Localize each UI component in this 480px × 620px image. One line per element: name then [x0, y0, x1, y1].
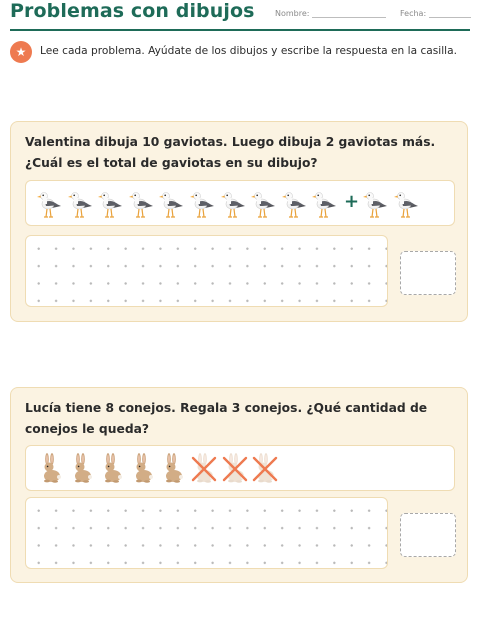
instruction-text: Lee cada problema. Ayúdate de los dibujos y escribe la respuesta en la casilla.	[40, 45, 457, 57]
seagull-icon	[393, 187, 419, 219]
date-field[interactable]	[400, 8, 471, 18]
rabbit-icon	[99, 452, 125, 484]
plus-sign: +	[344, 191, 360, 212]
name-field[interactable]	[275, 8, 386, 18]
instruction-row	[10, 41, 470, 63]
seagull-icon	[36, 187, 62, 219]
seagull-icon	[189, 187, 215, 219]
seagull-picture-row	[25, 180, 455, 226]
rabbit-icon	[38, 452, 64, 484]
crossed-out-rabbit-icon	[222, 452, 248, 484]
rabbit-picture-row	[25, 445, 455, 491]
problem-card-1	[10, 121, 468, 322]
date-label: Fecha:	[400, 9, 427, 18]
seagull-icon	[220, 187, 246, 219]
problem-2-text: Lucía tiene 8 conejos. Regala 3 conejos. ¿Qué cantidad de conejos le queda?	[25, 401, 428, 436]
page-header	[10, 0, 470, 30]
rabbit-icon	[69, 452, 95, 484]
rabbit-icon	[130, 452, 156, 484]
seagull-icon	[311, 187, 337, 219]
date-line[interactable]	[429, 8, 471, 18]
work-area-1[interactable]	[25, 235, 388, 307]
crossed-out-rabbit-icon	[191, 452, 217, 484]
seagull-icon	[362, 187, 388, 219]
rabbit-icon	[160, 452, 186, 484]
name-label: Nombre:	[275, 9, 310, 18]
header-rule	[10, 29, 470, 31]
seagull-icon	[250, 187, 276, 219]
problem-card-2	[10, 387, 468, 583]
seagull-icon	[67, 187, 93, 219]
seagull-icon	[97, 187, 123, 219]
seagull-icon	[158, 187, 184, 219]
page-title: Problemas con dibujos	[10, 0, 255, 22]
name-line[interactable]	[312, 8, 386, 18]
seagull-icon	[128, 187, 154, 219]
crossed-out-rabbit-icon	[252, 452, 278, 484]
work-area-2[interactable]	[25, 497, 388, 569]
seagull-icon	[281, 187, 307, 219]
answer-box-1[interactable]	[400, 251, 456, 295]
problem-1-text: Valentina dibuja 10 gaviotas. Luego dibuja 2 gaviotas más. ¿Cuál es el total de gaviotas en su dibujo?	[25, 135, 436, 170]
answer-box-2[interactable]	[400, 513, 456, 557]
star-icon: ★	[10, 41, 32, 63]
